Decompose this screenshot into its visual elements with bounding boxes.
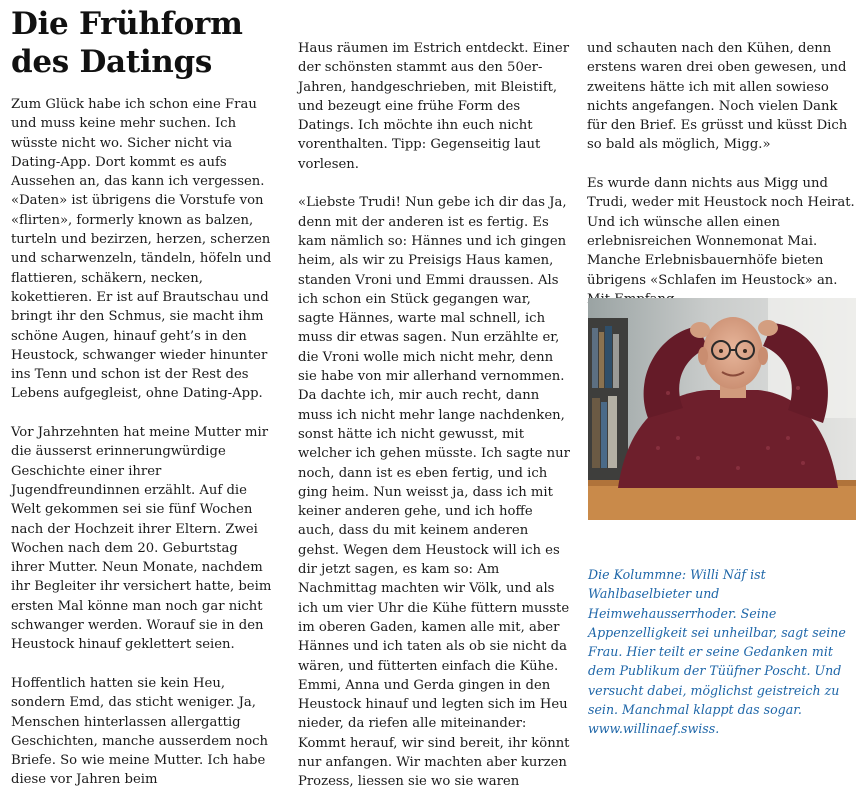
paragraph: Zum Glück habe ich schon eine Frau und muss keine mehr suchen. Ich wüsste nicht wo. Sicher nicht via Dating-App. Dort kommt es aufs Aussehen an, das kann ich vergessen. «Daten» ist übrigens die Vorstufe von «flirten», formerly known as balzen, turteln und bezirzen, herzen, scherzen und scharwenzeln, tändeln, höfeln und flattieren, schäkern, necken, kokettieren. Er ist auf Brautschau und bringt ihr den Schmus, sie macht ihm schöne Augen, hinauf geht’s in den Heustock, schwanger wieder hinunter ins Tenn und schon ist der Rest des Lebens aufgegleist, ohne Dating-App. <box>11 97 272 402</box>
portrait-illustration <box>588 298 856 520</box>
paragraph: Vor Jahrzehnten hat meine Mutter mir die äusserst erinnerungwürdige Geschichte einer ihrer Jugendfreundinnen erzählt. Auf die Welt gekommen sei sie fünf Wochen nach der Hochzeit ihrer Eltern. Zwei Wochen nach dem 20. Geburtstag ihrer Mutter. Neun Monate, nachdem ihr Begleiter ihr versichert hatte, beim ersten Mal könne man noch gar nicht schwanger werden. Worauf sie in den Heustock hinauf geklettert seien. <box>11 425 272 653</box>
author-portrait-photo <box>588 298 856 520</box>
letter-paragraph: «Liebste Trudi! Nun gebe ich dir das Ja, denn mit der anderen ist es fertig. Es kam nämlich so: Hännes und ich gingen heim, als wir zu Preisigs Haus kamen, standen Vroni und Emmi draussen. Als ich schon ein Stück gegangen war, sagte Hännes, warte mal schnell, ich muss dir etwas sagen. Nun erzählte er, die Vroni wolle mich nicht mehr, denn sie habe von mir allerhand vernommen. Da dachte ich, mir auch recht, dann muss ich nicht mehr lange nachdenken, sonst hätte ich nicht gewusst, mit welcher ich gehen müsste. Ich sagte nur noch, dann ist es eben fertig, und ich ging heim. Nun weisst ja, dass ich mit keiner anderen gehe, und ich hoffe auch, dass du mit keinem anderen gehst. Wegen dem Heustock will ich es dir jetzt sagen, es kam so: Am Nachmittag machten wir Völk, und als ich um vier Uhr die Kühe füttern musste im oberen Gaden, kamen alle mit, aber Hännes und ich taten als ob sie nicht da wären, und fütterten einfach die Kühe. Emmi, Anna und Gerda gingen in den Heustock hinauf und legten sich im Heu nieder, da riefen alle miteinander: Kommt herauf, wir sind bereit, ihr könnt nur anfangen. Wir machten aber kurzen Prozess, liessen sie wo sie waren <box>298 195 570 790</box>
paragraph: Haus räumen im Estrich entdeckt. Einer der schönsten stammt aus den 50er-Jahren, handgeschrieben, mit Bleistift, und bezeugt eine frühe Form des Datings. Ich möchte ihn euch nicht vorenthalten. Tipp: Gegenseitig laut vorlesen. <box>298 41 570 172</box>
paragraph: Es wurde dann nichts aus Migg und Trudi, weder mit Heustock noch Heirat. Und ich wünsche allen einen erlebnisreichen Wonnemonat Mai. Manche Erlebnisbauernhöfe bieten übrigens «Schlafen im Heustock» an. <box>587 176 855 288</box>
paragraph: und schauten nach den Kühen, denn erstens waren drei oben gewesen, und zweitens hätte ich mit allen sowieso nichts angefangen. Noch vielen Dank für den Brief. Es grüsst und küsst Dich so bald als möglich, Migg.» <box>587 41 848 153</box>
paragraph: Hoffentlich hatten sie kein Heu, sondern Emd, das sticht weniger. Ja, Menschen hinterlassen allergattig Geschichten, manche ausserdem noch Briefe. So wie meine Mutter. Ich habe diese vor Jahren beim <box>11 675 269 788</box>
text-column-2 <box>298 39 570 811</box>
article-title: Die Frühform des Datings <box>11 6 243 80</box>
author-caption: Die Kolummne: Willi Näf ist Wahlbaselbieter und Heimwehausserrhoder. Seine Appenzelligkeit sei unheilbar, sagt seine Frau. Hier teilt er seine Gedanken mit dem Publikum der Tüüfner Poscht. Und versucht dabei, möglichst geistreich zu sein. Manchmal klappt das sogar. www.willinaef.swiss. <box>588 567 846 737</box>
text-column-1 <box>11 95 275 809</box>
text-column-3 <box>587 39 857 328</box>
